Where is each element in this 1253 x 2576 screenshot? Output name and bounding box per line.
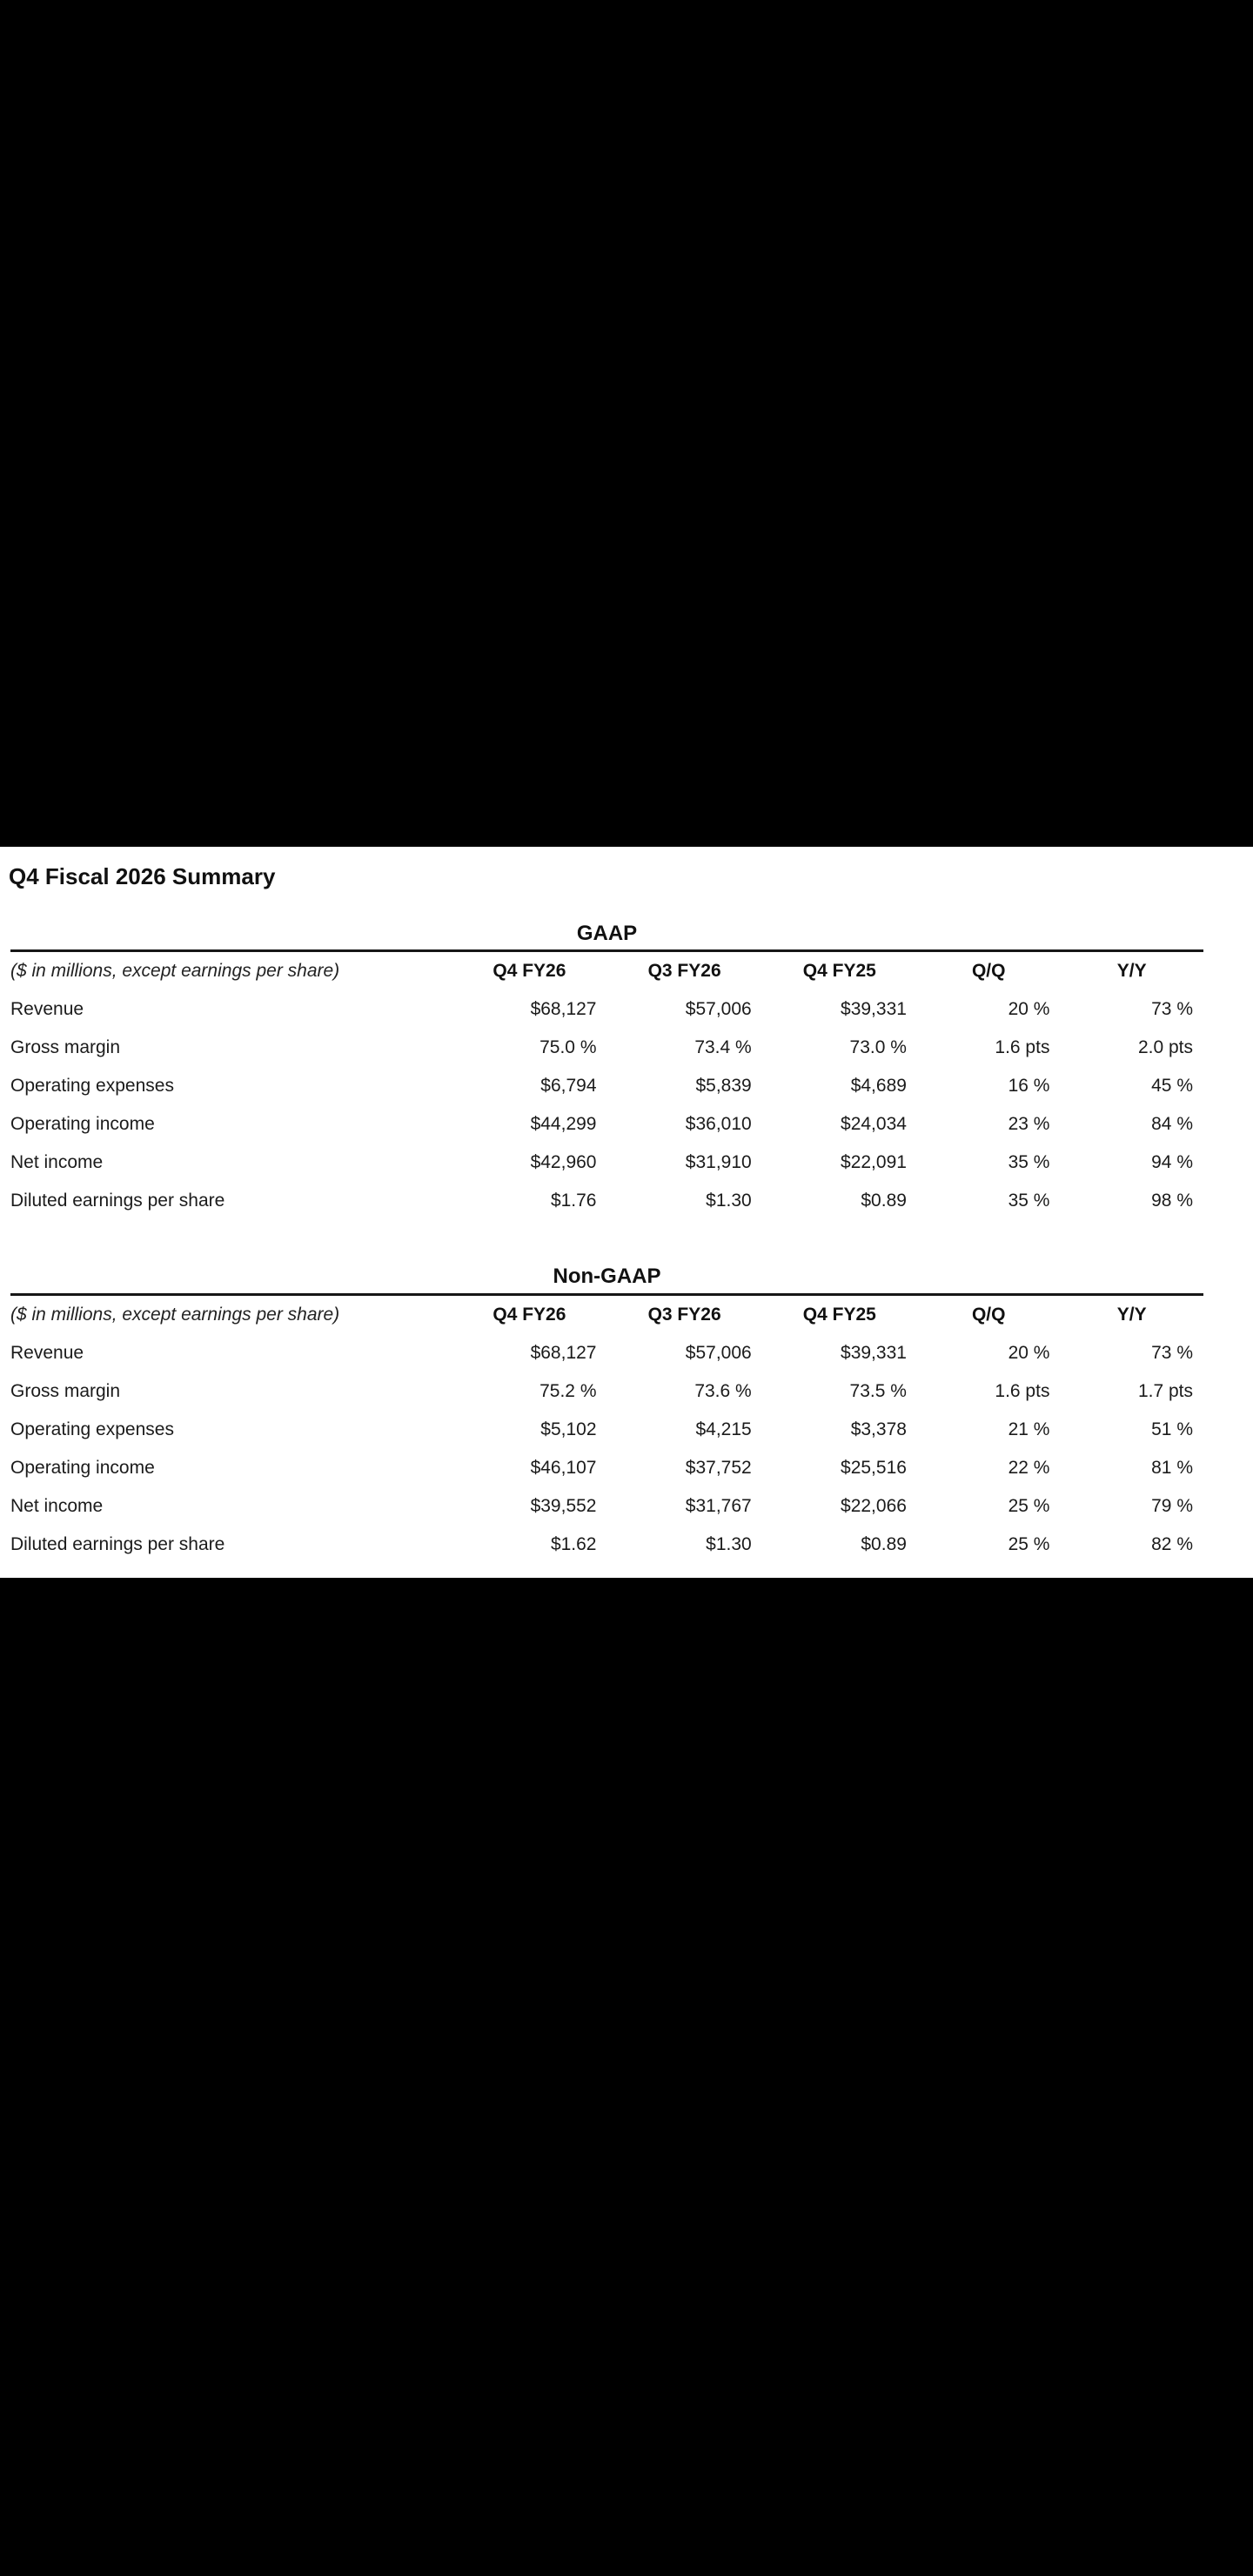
cell-value: 25 % [1008, 1496, 1050, 1516]
column-header-qq: Q/Q [971, 1305, 1006, 1325]
table-row-operating-expenses [10, 1067, 1203, 1105]
cell-value: 2.0 pts [1137, 1037, 1193, 1057]
table-row-operating-expenses [10, 1411, 1203, 1449]
row-label: Operating expenses [10, 1419, 174, 1439]
cell-value: $39,552 [530, 1496, 597, 1516]
cell-value: $46,107 [530, 1458, 597, 1478]
row-label: Operating income [10, 1458, 155, 1478]
non-gaap-table [10, 1293, 1203, 1564]
cell-value: $31,767 [685, 1496, 752, 1516]
cell-value: $39,331 [841, 1343, 907, 1363]
cell-value: $1.30 [706, 1191, 752, 1211]
cell-value: 23 % [1008, 1114, 1050, 1134]
document-page[interactable] [0, 847, 1253, 1578]
cell-value: 84 % [1151, 1114, 1193, 1134]
column-header-q4-fy25: Q4 FY25 [802, 961, 876, 981]
cell-value: 25 % [1008, 1534, 1050, 1554]
cell-value: $5,102 [540, 1419, 597, 1439]
cell-value: $1.30 [706, 1534, 752, 1554]
cell-value: 22 % [1008, 1458, 1050, 1478]
column-header-description: ($ in millions, except earnings per share) [10, 961, 340, 981]
row-label: Revenue [10, 999, 84, 1019]
cell-value: 1.7 pts [1137, 1381, 1193, 1401]
column-header-qq: Q/Q [971, 961, 1006, 981]
gaap-section [0, 921, 1253, 1220]
non-gaap-section [0, 1264, 1253, 1564]
page-title: Q4 Fiscal 2026 Summary [9, 863, 276, 889]
gaap-header-row [10, 951, 1203, 991]
cell-value: 73.5 % [849, 1381, 907, 1401]
cell-value: $68,127 [530, 1343, 597, 1363]
cell-value: 73 % [1151, 999, 1193, 1019]
cell-value: 73.6 % [694, 1381, 752, 1401]
cell-value: 1.6 pts [995, 1037, 1050, 1057]
gaap-section-title: GAAP [576, 922, 638, 945]
row-label: Diluted earnings per share [10, 1191, 225, 1211]
table-row-revenue [10, 1334, 1203, 1372]
column-header-yy: Y/Y [1116, 961, 1147, 981]
cell-value: 1.6 pts [995, 1381, 1050, 1401]
table-row-net-income [10, 1487, 1203, 1526]
row-label: Operating expenses [10, 1076, 174, 1096]
cell-value: $44,299 [530, 1114, 597, 1134]
non-gaap-section-title: Non-GAAP [553, 1265, 661, 1288]
row-label: Net income [10, 1496, 104, 1516]
cell-value: 81 % [1151, 1458, 1193, 1478]
cell-value: 73.0 % [849, 1037, 907, 1057]
column-header-q3-fy26: Q3 FY26 [647, 1305, 721, 1325]
row-label: Diluted earnings per share [10, 1534, 225, 1554]
cell-value: 79 % [1151, 1496, 1193, 1516]
column-header-q4-fy25: Q4 FY25 [802, 1305, 876, 1325]
cell-value: 73.4 % [694, 1037, 752, 1057]
row-label: Net income [10, 1152, 104, 1172]
gaap-table [10, 949, 1203, 1220]
cell-value: $5,839 [695, 1076, 752, 1096]
cell-value: $0.89 [861, 1191, 907, 1211]
cell-value: 82 % [1151, 1534, 1193, 1554]
table-row-revenue [10, 990, 1203, 1029]
cell-value: $1.62 [550, 1534, 597, 1554]
cell-value: $4,215 [695, 1419, 752, 1439]
cell-value: $1.76 [550, 1191, 597, 1211]
cell-value: $22,091 [841, 1152, 907, 1172]
cell-value: 94 % [1151, 1152, 1193, 1172]
cell-value: 21 % [1008, 1419, 1050, 1439]
column-header-yy: Y/Y [1116, 1305, 1147, 1325]
cell-value: $6,794 [540, 1076, 597, 1096]
cell-value: 98 % [1151, 1191, 1193, 1211]
cell-value: $31,910 [685, 1152, 752, 1172]
row-label: Operating income [10, 1114, 155, 1134]
cell-value: 51 % [1151, 1419, 1193, 1439]
cell-value: 45 % [1151, 1076, 1193, 1096]
column-header-q4-fy26: Q4 FY26 [492, 1305, 566, 1325]
table-row-gross-margin [10, 1372, 1203, 1411]
cell-value: $4,689 [850, 1076, 907, 1096]
cell-value: $22,066 [841, 1496, 907, 1516]
cell-value: $57,006 [685, 1343, 752, 1363]
cell-value: 75.2 % [539, 1381, 597, 1401]
system-navigation-bar [0, 2454, 1253, 2550]
row-label: Gross margin [10, 1037, 121, 1057]
cell-value: $68,127 [530, 999, 597, 1019]
cell-value: $25,516 [841, 1458, 907, 1478]
table-row-gross-margin [10, 1029, 1203, 1067]
cell-value: $0.89 [861, 1534, 907, 1554]
table-row-net-income [10, 1144, 1203, 1182]
cell-value: $3,378 [850, 1419, 907, 1439]
non-gaap-header-row [10, 1295, 1203, 1335]
cell-value: 16 % [1008, 1076, 1050, 1096]
column-header-q4-fy26: Q4 FY26 [492, 961, 566, 981]
cell-value: $57,006 [685, 999, 752, 1019]
cell-value: 35 % [1008, 1191, 1050, 1211]
table-row-operating-income [10, 1449, 1203, 1487]
column-header-description: ($ in millions, except earnings per share) [10, 1305, 340, 1325]
cell-value: 20 % [1008, 1343, 1050, 1363]
column-header-q3-fy26: Q3 FY26 [647, 961, 721, 981]
cell-value: $24,034 [841, 1114, 907, 1134]
cell-value: 73 % [1151, 1343, 1193, 1363]
table-row-diluted-eps [10, 1182, 1203, 1220]
cell-value: $42,960 [530, 1152, 597, 1172]
row-label: Revenue [10, 1343, 84, 1363]
cell-value: 75.0 % [539, 1037, 597, 1057]
cell-value: $37,752 [685, 1458, 752, 1478]
table-row-diluted-eps [10, 1526, 1203, 1564]
cell-value: 35 % [1008, 1152, 1050, 1172]
cell-value: $39,331 [841, 999, 907, 1019]
row-label: Gross margin [10, 1381, 121, 1401]
cell-value: 20 % [1008, 999, 1050, 1019]
table-row-operating-income [10, 1105, 1203, 1144]
cell-value: $36,010 [685, 1114, 752, 1134]
